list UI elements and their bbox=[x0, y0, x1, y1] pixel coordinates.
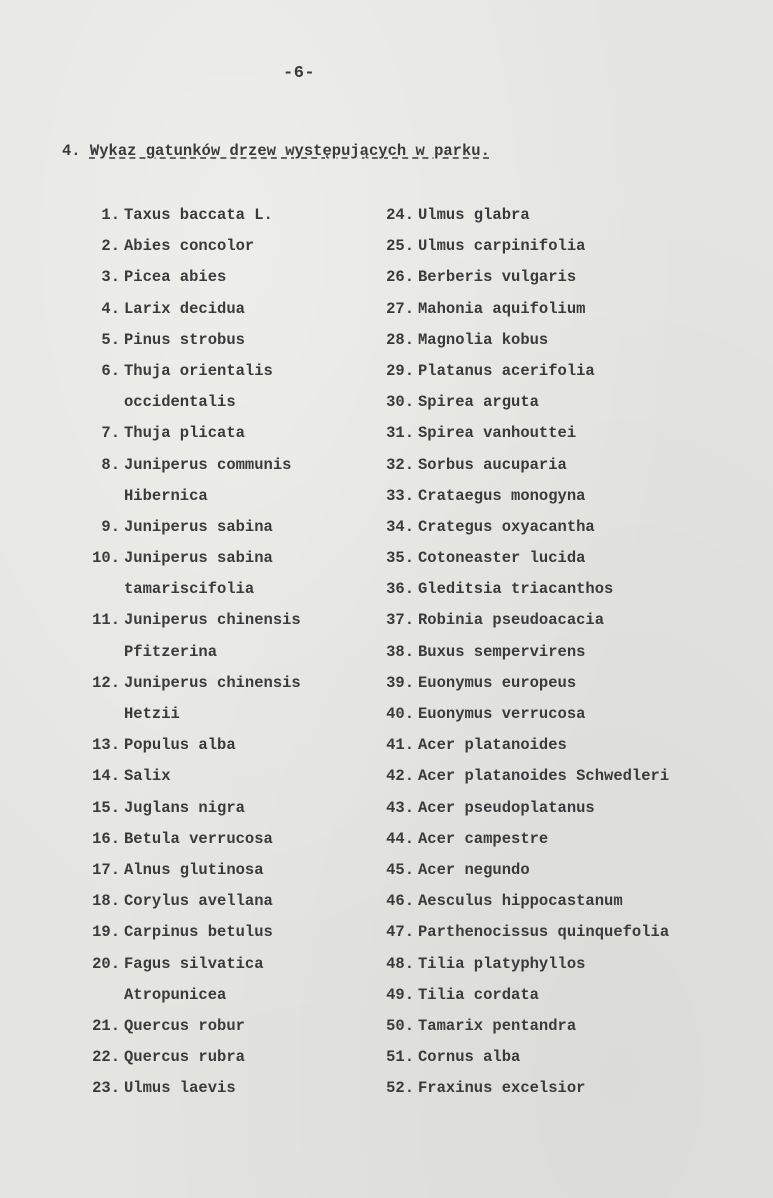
entry-number: 20. bbox=[92, 954, 120, 973]
entry-number: 44. bbox=[386, 829, 414, 848]
entry-number: 11. bbox=[92, 611, 120, 630]
section-number: 4. bbox=[62, 142, 81, 160]
entry-number: 38. bbox=[386, 642, 414, 661]
species-entry bbox=[364, 730, 764, 761]
entry-number: 1. bbox=[101, 206, 120, 224]
species-name: Magnolia kobus bbox=[418, 330, 549, 349]
entry-number: 40. bbox=[386, 705, 414, 723]
species-name: Euonymus verrucosa bbox=[418, 705, 586, 723]
species-entry bbox=[70, 637, 370, 668]
species-entry bbox=[70, 1042, 370, 1073]
species-name: Tilia cordata bbox=[418, 985, 539, 1004]
species-name: Atropunicea bbox=[124, 985, 227, 1004]
entry-number: 26. bbox=[386, 268, 414, 287]
species-name: Cotoneaster lucida bbox=[418, 549, 586, 568]
entry-number: 45. bbox=[386, 860, 414, 879]
species-entry bbox=[70, 294, 370, 325]
species-entry bbox=[70, 793, 370, 824]
species-name: Crategus oxyacantha bbox=[418, 517, 595, 536]
species-entry bbox=[70, 512, 370, 543]
entry-number: 4. bbox=[101, 299, 120, 318]
species-name: Taxus baccata L. bbox=[124, 206, 273, 224]
species-name: Abies concolor bbox=[124, 237, 255, 256]
entry-number: 33. bbox=[386, 486, 414, 505]
entry-number: 41. bbox=[386, 736, 414, 755]
species-name: Euonymus europeus bbox=[418, 673, 577, 692]
species-name: Sorbus aucuparia bbox=[418, 455, 567, 474]
species-entry bbox=[70, 450, 370, 481]
species-name: Larix decidua bbox=[124, 299, 245, 318]
species-name: Spirea vanhouttei bbox=[418, 424, 577, 443]
species-name: Ulmus glabra bbox=[418, 206, 530, 224]
entry-number: 46. bbox=[386, 892, 414, 911]
species-entry bbox=[70, 886, 370, 917]
species-name: Mahonia aquifolium bbox=[418, 299, 586, 318]
species-entry bbox=[364, 1073, 764, 1104]
species-entry bbox=[70, 200, 370, 231]
species-entry bbox=[364, 200, 764, 231]
species-name: Thuja orientalis bbox=[124, 361, 273, 380]
species-entry bbox=[70, 1073, 370, 1104]
species-entry bbox=[70, 1011, 370, 1042]
species-entry bbox=[364, 1011, 764, 1042]
species-name: Acer platanoides bbox=[418, 736, 567, 755]
species-entry bbox=[364, 699, 764, 730]
species-entry bbox=[70, 356, 370, 387]
species-entry bbox=[70, 761, 370, 792]
entry-number: 3. bbox=[101, 268, 120, 287]
species-entry bbox=[364, 512, 764, 543]
species-entry bbox=[364, 325, 764, 356]
species-name: Acer pseudoplatanus bbox=[418, 798, 595, 817]
species-entry bbox=[364, 418, 764, 449]
species-name: Picea abies bbox=[124, 268, 227, 287]
entry-number: 14. bbox=[92, 767, 120, 786]
species-name: Spirea arguta bbox=[418, 393, 539, 412]
species-entry bbox=[70, 699, 370, 730]
species-name: Tamarix pentandra bbox=[418, 1016, 577, 1035]
species-list-left bbox=[70, 200, 370, 1104]
species-name: Ulmus carpinifolia bbox=[418, 237, 586, 256]
species-entry bbox=[70, 730, 370, 761]
species-entry bbox=[364, 543, 764, 574]
species-entry bbox=[70, 980, 370, 1011]
entry-number: 47. bbox=[386, 923, 414, 942]
entry-number: 32. bbox=[386, 455, 414, 474]
species-entry bbox=[364, 1042, 764, 1073]
entry-number: 25. bbox=[386, 237, 414, 256]
entry-number: 2. bbox=[101, 237, 120, 256]
entry-number: 34. bbox=[386, 517, 414, 536]
entry-number: 31. bbox=[386, 424, 414, 443]
species-name: Juniperus chinensis bbox=[124, 611, 301, 630]
species-name: Fraxinus excelsior bbox=[418, 1079, 586, 1098]
species-entry bbox=[364, 855, 764, 886]
species-name: Aesculus hippocastanum bbox=[418, 892, 623, 911]
entry-number: 37. bbox=[386, 611, 414, 630]
species-entry bbox=[364, 793, 764, 824]
entry-number: 30. bbox=[386, 393, 414, 412]
entry-number: 24. bbox=[386, 206, 414, 224]
species-entry bbox=[70, 917, 370, 948]
entry-number: 6. bbox=[101, 361, 120, 380]
species-entry bbox=[70, 605, 370, 636]
species-name: Carpinus betulus bbox=[124, 923, 273, 942]
species-name: Ulmus laevis bbox=[124, 1079, 236, 1098]
species-entry bbox=[70, 543, 370, 574]
entry-number: 23. bbox=[92, 1079, 120, 1098]
species-name: Hetzii bbox=[124, 705, 180, 723]
entry-number: 9. bbox=[101, 517, 120, 536]
species-entry bbox=[364, 605, 764, 636]
entry-number: 22. bbox=[92, 1048, 120, 1067]
species-entry bbox=[70, 824, 370, 855]
species-name: Berberis vulgaris bbox=[418, 268, 577, 287]
species-entry bbox=[364, 262, 764, 293]
entry-number: 35. bbox=[386, 549, 414, 568]
entry-number: 8. bbox=[101, 455, 120, 474]
entry-number: 48. bbox=[386, 954, 414, 973]
species-entry bbox=[364, 886, 764, 917]
entry-number: 13. bbox=[92, 736, 120, 755]
species-entry bbox=[364, 668, 764, 699]
species-entry bbox=[364, 824, 764, 855]
species-entry bbox=[70, 668, 370, 699]
entry-number: 12. bbox=[92, 673, 120, 692]
species-name: Juniperus sabina bbox=[124, 549, 273, 568]
page-number: -6- bbox=[283, 64, 316, 83]
entry-number: 29. bbox=[386, 361, 414, 380]
species-name: Hibernica bbox=[124, 486, 208, 505]
entry-number: 50. bbox=[386, 1016, 414, 1035]
species-entry bbox=[364, 917, 764, 948]
species-name: Acer negundo bbox=[418, 860, 530, 879]
species-name: Quercus robur bbox=[124, 1016, 245, 1035]
entry-number: 16. bbox=[92, 829, 120, 848]
entry-number: 51. bbox=[386, 1048, 414, 1067]
entry-number: 19. bbox=[92, 923, 120, 942]
species-entry bbox=[364, 949, 764, 980]
entry-number: 27. bbox=[386, 299, 414, 318]
species-entry bbox=[364, 481, 764, 512]
species-name: Pinus strobus bbox=[124, 330, 245, 349]
species-name: Juniperus communis bbox=[124, 455, 292, 474]
entry-number: 15. bbox=[92, 798, 120, 817]
species-entry bbox=[70, 855, 370, 886]
species-entry bbox=[70, 262, 370, 293]
species-name: Cornus alba bbox=[418, 1048, 521, 1067]
species-entry bbox=[70, 949, 370, 980]
species-name: Crataegus monogyna bbox=[418, 486, 586, 505]
entry-number: 52. bbox=[386, 1079, 414, 1098]
species-name: Quercus rubra bbox=[124, 1048, 245, 1067]
species-name: Gleditsia triacanthos bbox=[418, 580, 614, 599]
entry-number: 21. bbox=[92, 1016, 120, 1035]
species-name: Thuja plicata bbox=[124, 424, 245, 443]
species-entry bbox=[364, 574, 764, 605]
species-entry bbox=[70, 387, 370, 418]
species-name: Juniperus sabina bbox=[124, 517, 273, 536]
entry-number: 17. bbox=[92, 860, 120, 879]
species-name: Salix bbox=[124, 767, 171, 786]
species-name: Acer platanoides Schwedleri bbox=[418, 767, 670, 786]
species-name: occidentalis bbox=[124, 393, 236, 412]
species-name: Fagus silvatica bbox=[124, 954, 264, 973]
species-name: Corylus avellana bbox=[124, 892, 273, 911]
species-name: Acer campestre bbox=[418, 829, 549, 848]
species-entry bbox=[364, 387, 764, 418]
species-entry bbox=[364, 761, 764, 792]
species-name: Alnus glutinosa bbox=[124, 860, 264, 879]
species-name: Juglans nigra bbox=[124, 798, 245, 817]
species-name: Parthenocissus quinquefolia bbox=[418, 923, 670, 942]
species-entry bbox=[70, 574, 370, 605]
species-name: Robinia pseudoacacia bbox=[418, 611, 605, 630]
species-name: tamariscifolia bbox=[124, 580, 255, 599]
species-name: Populus alba bbox=[124, 736, 236, 755]
species-entry bbox=[364, 231, 764, 262]
species-name: Tilia platyphyllos bbox=[418, 954, 586, 973]
species-entry bbox=[364, 980, 764, 1011]
species-name: Juniperus chinensis bbox=[124, 673, 301, 692]
species-entry bbox=[70, 325, 370, 356]
entry-number: 10. bbox=[92, 549, 120, 568]
species-entry bbox=[70, 418, 370, 449]
species-name: Buxus sempervirens bbox=[418, 642, 586, 661]
entry-number: 39. bbox=[386, 673, 414, 692]
entry-number: 43. bbox=[386, 798, 414, 817]
entry-number: 18. bbox=[92, 892, 120, 911]
species-entry bbox=[364, 637, 764, 668]
section-title: Wykaz gatunków drzew występujących w parku. bbox=[89, 142, 490, 160]
entry-number: 49. bbox=[386, 985, 414, 1004]
species-name: Pfitzerina bbox=[124, 642, 218, 661]
entry-number: 36. bbox=[386, 580, 414, 599]
species-entry bbox=[70, 231, 370, 262]
entry-number: 28. bbox=[386, 330, 414, 349]
species-entry bbox=[364, 450, 764, 481]
entry-number: 7. bbox=[101, 424, 120, 443]
species-list-right bbox=[364, 200, 764, 1104]
section-heading bbox=[62, 142, 490, 160]
species-name: Platanus acerifolia bbox=[418, 361, 595, 380]
species-entry bbox=[364, 294, 764, 325]
entry-number: 42. bbox=[386, 767, 414, 786]
entry-number: 5. bbox=[101, 330, 120, 349]
species-entry bbox=[70, 481, 370, 512]
species-name: Betula verrucosa bbox=[124, 829, 273, 848]
species-entry bbox=[364, 356, 764, 387]
